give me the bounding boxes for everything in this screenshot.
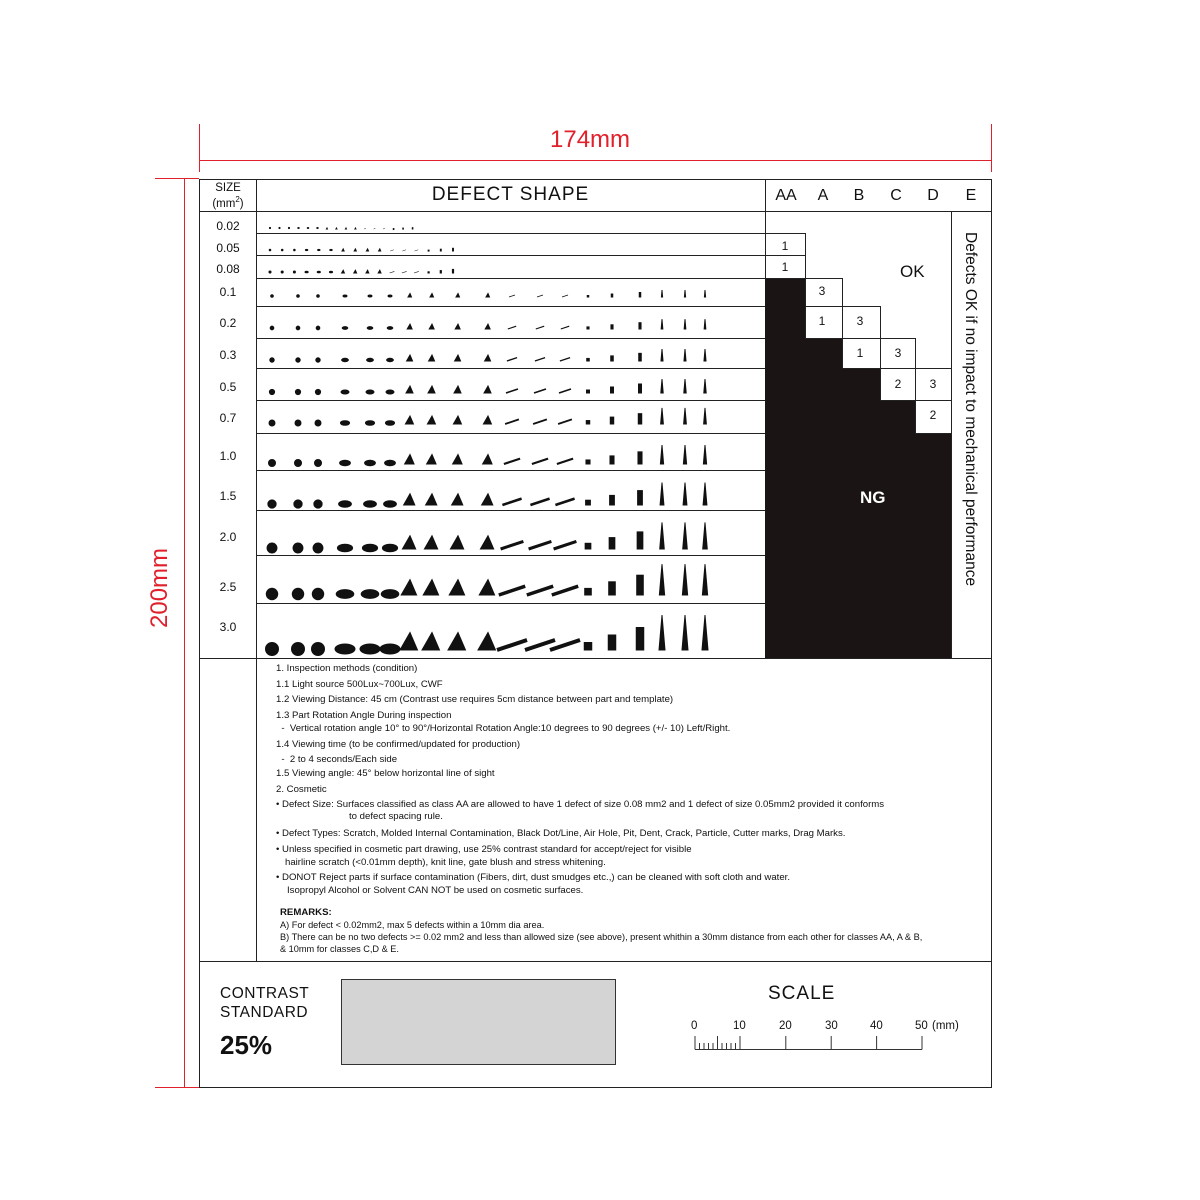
scale-tick-label: 40: [870, 1020, 883, 1032]
scale-tick-label: 30: [825, 1020, 838, 1032]
note-line: to defect spacing rule.: [349, 811, 443, 822]
scale-tick-label: 50: [915, 1020, 928, 1032]
count-cell: 1: [781, 239, 789, 253]
remark-line: & 10mm for classes C,D & E.: [280, 944, 399, 954]
defect-shape-row: [271, 290, 706, 297]
defect-shape-row: [269, 379, 706, 395]
grade-b: B: [853, 187, 865, 204]
defect-shape-row: [266, 564, 707, 600]
size-unit: $(mm^2)$: [212, 195, 244, 210]
defect-shape-header: DEFECT SHAPE: [431, 184, 590, 205]
size-row-label: 1.0: [219, 449, 237, 463]
size-row-label: 0.2: [219, 316, 237, 330]
note-line: 1.2 Viewing Distance: 45 cm (Contrast use requires 5cm distance between part and template): [276, 694, 674, 705]
size-row-label: 0.5: [219, 380, 237, 394]
defect-shape-row: [269, 248, 453, 251]
defect-shape-row: [269, 408, 706, 426]
size-row-label: 1.5: [219, 489, 237, 503]
size-row-label: 0.02: [216, 219, 240, 233]
contrast-label: CONTRAST STANDARD: [220, 985, 310, 1021]
count-cell: 1: [818, 314, 826, 328]
defect-shape-row: [268, 483, 707, 509]
note-line: 1. Inspection methods (condition): [276, 663, 418, 674]
note-line: 1.3 Part Rotation Angle During inspection: [276, 710, 452, 721]
grade-d: D: [927, 187, 939, 204]
grade-c: C: [890, 187, 902, 204]
count-cell: 3: [894, 346, 902, 360]
remark-line: A) For defect < 0.02mm2, max 5 defects within a 10mm dia area.: [280, 920, 545, 930]
count-cell: 1: [781, 260, 789, 274]
defect-shape-row: [270, 319, 706, 330]
width-label: 174mm: [550, 126, 631, 153]
defect-shape-row: [269, 227, 412, 229]
grade-a: A: [817, 187, 829, 204]
size-label: SIZE: [215, 182, 241, 194]
count-cell: 1: [856, 346, 864, 360]
note-line: • DONOT Reject parts if surface contamination (Fibers, dirt, dust smudges etc.,) can be cleaned with soft cloth and water.: [276, 872, 791, 883]
note-line: - Vertical rotation angle 10° to 90°/Horizontal Rotation Angle:10 degrees to 90 degrees (+/- 10) Left/Right.: [276, 723, 731, 734]
side-note: Defects OK if no impact to mechanical performance: [962, 232, 979, 587]
note-line: 1.5 Viewing angle: 45° below horizontal line of sight: [276, 768, 495, 779]
size-row-label: 0.7: [219, 411, 237, 425]
note-line: hairline scratch (<0.01mm depth), knit line, gate blush and stress whitening.: [285, 857, 606, 868]
scale-tick-label: 20: [779, 1020, 792, 1032]
size-row-label: 0.08: [216, 262, 240, 276]
size-row-label: 0.1: [219, 285, 237, 299]
note-line: 2. Cosmetic: [276, 784, 327, 795]
note-line: • Unless specified in cosmetic part drawing, use 25% contrast standard for accept/reject for visible: [276, 844, 692, 855]
defect-shape-row: [270, 349, 706, 362]
note-line: 1.1 Light source 500Lux~700Lux, CWF: [276, 679, 443, 690]
scale-ruler: [690, 1030, 930, 1055]
count-cell: 3: [856, 314, 864, 328]
note-line: Isopropyl Alcohol or Solvent CAN NOT be used on cosmetic surfaces.: [287, 885, 584, 896]
size-row-label: 0.3: [219, 348, 237, 362]
grade-aa: AA: [775, 187, 797, 204]
remarks-title: REMARKS:: [280, 907, 332, 918]
defect-shape-row: [267, 522, 707, 553]
scale-unit: (mm): [932, 1020, 959, 1032]
grade-e: E: [965, 187, 977, 204]
defect-shape-row: [266, 615, 709, 656]
defect-shape-row: [268, 445, 706, 466]
note-line: • Defect Types: Scratch, Molded Internal Contamination, Black Dot/Line, Air Hole, Pit, Dent, Crack, Particle, Cutter marks, Drag Marks.: [276, 828, 846, 839]
note-line: - 2 to 4 seconds/Each side: [276, 754, 398, 765]
size-header: [200, 182, 256, 210]
count-cell: 2: [929, 408, 937, 422]
scale-tick-label: 10: [733, 1020, 746, 1032]
count-cell: 2: [894, 377, 902, 391]
size-row-label: 3.0: [219, 620, 237, 634]
count-cell: 3: [818, 284, 826, 298]
ng-label: NG: [860, 488, 886, 507]
contrast-swatch: [341, 979, 616, 1065]
note-line: 1.4 Viewing time (to be confirmed/updated for production): [276, 739, 521, 750]
defect-shape-row: [269, 269, 454, 273]
size-row-label: 0.05: [216, 241, 240, 255]
note-line: • Defect Size: Surfaces classified as class AA are allowed to have 1 defect of size 0.08 mm2 and 1 defect of size 0.05mm2 provided it conforms: [276, 799, 885, 810]
contrast-value: 25%: [220, 1030, 273, 1060]
remark-line: B) There can be no two defects >= 0.02 mm2 and less than allowed size (see above), present whithin a 30mm distance from each other for classes AA, A & B,: [280, 932, 923, 942]
size-row-label: 2.5: [219, 580, 237, 594]
scale-title: SCALE: [768, 983, 836, 1004]
scale-tick-label: 0: [691, 1020, 698, 1032]
size-row-label: 2.0: [219, 530, 237, 544]
ok-label: OK: [900, 262, 925, 281]
height-label: 200mm: [146, 547, 173, 628]
count-cell: 3: [929, 377, 937, 391]
